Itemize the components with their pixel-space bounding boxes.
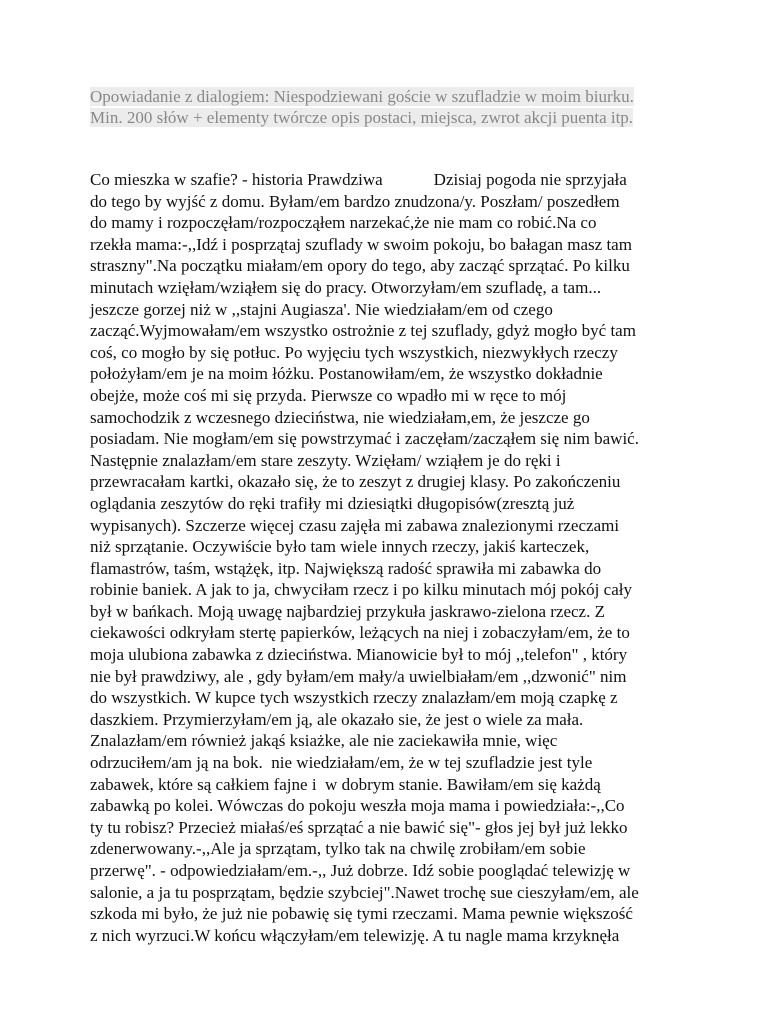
story-line: robinie baniek. A jak to ja, chwyciłam rzecz i po kilku minutach mój pokój cały — [90, 580, 632, 600]
story-line: ty tu robisz? Przecież miałaś/eś sprzątać a nie bawić się"- głos jej był już lekko — [90, 817, 628, 837]
story-line: straszny".Na początku miałam/em opory do tego, aby zacząć sprzątać. Po kilku — [90, 256, 630, 276]
story-line: do tego by wyjść z domu. Byłam/em bardzo znudzona/y. Poszłam/ poszedłem — [90, 191, 620, 211]
story-line: rzekła mama:-,,Idź i posprzątaj szuflady w swoim pokoju, bo bałagan masz tam — [90, 234, 632, 254]
story-body — [90, 169, 690, 946]
assignment-prompt — [90, 86, 690, 128]
story-line: samochodzik z wczesnego dzieciństwa, nie wiedziałam,em, że jeszcze go — [90, 407, 590, 427]
story-line: był w bańkach. Moją uwagę najbardziej przykuła jaskrawo-zielona rzecz. Z — [90, 601, 605, 621]
story-line: salonie, a ja tu posprzątam, będzie szybciej".Nawet trochę sue cieszyłam/em, ale — [90, 882, 639, 902]
story-line: wypisanych). Szczerze więcej czasu zajęła mi zabawa znalezionymi rzeczami — [90, 515, 620, 535]
story-line: Następnie znalazłam/em stare zeszyty. Wzięłam/ wziąłem je do ręki i — [90, 450, 561, 470]
story-line: niż sprzątanie. Oczywiście było tam wiele innych rzeczy, jakiś karteczek, — [90, 537, 590, 557]
story-line: nie był prawdziwy, ale , gdy byłam/em mały/a uwielbiałam/em ,,dzwonić" nim — [90, 666, 627, 686]
story-line: odrzuciłem/am ją na bok. nie wiedziałam/em, że w tej szufladzie jest tyle — [90, 753, 593, 773]
story-line: moja ulubiona zabawka z dzieciństwa. Mianowicie był to mój ,,telefon" , który — [90, 645, 628, 665]
story-line: zdenerwowany.-,,Ale ja sprzątam, tylko tak na chwilę zrobiłam/em sobie — [90, 839, 586, 859]
story-line: obejże, może coś mi się przyda. Pierwsze co wpadło mi w ręce to mój — [90, 385, 567, 405]
story-line: Co mieszka w szafie? - historia Prawdziwa Dzisiaj pogoda nie sprzyjała — [90, 170, 627, 189]
story-line: do mamy i rozpoczęłam/rozpocząłem narzekać,że nie mam co robić.Na co — [90, 213, 597, 233]
story-line: oglądania zeszytów do ręki trafiły mi dziesiątki długopisów(zresztą już — [90, 493, 575, 513]
story-line: przewracałam kartki, okazało się, że to zeszyt z drugiej klasy. Po zakończeniu — [90, 472, 621, 492]
story-line: szkoda mi było, że już nie pobawię się tymi rzeczami. Mama pewnie większość — [90, 904, 633, 924]
prompt-line-1: Opowiadanie z dialogiem: Niespodziewani goście w szufladzie w moim biurku. — [90, 87, 634, 106]
story-line: zabawką po kolei. Wówczas do pokoju weszła moja mama i powiedziała:-,,Co — [90, 796, 625, 816]
prompt-line-2: Min. 200 słów + elementy twórcze opis postaci, miejsca, zwrot akcji puenta itp. — [90, 108, 634, 127]
story-line: z nich wyrzuci.W końcu włączyłam/em telewizję. A tu nagle mama krzyknęła — [90, 925, 620, 945]
story-line: zacząć.Wyjmowałam/em wszystko ostrożnie z tej szuflady, gdyż mogło być tam — [90, 321, 636, 341]
story-line: zabawek, które są całkiem fajne i w dobrym stanie. Bawiłam/em się każdą — [90, 774, 601, 794]
story-line: Znalazłam/em również jakąś ksiażke, ale nie zaciekawiła mnie, więc — [90, 731, 558, 751]
story-line: daszkiem. Przymierzyłam/em ją, ale okazało sie, że jest o wiele za mała. — [90, 709, 584, 729]
story-line: położyłam/em je na moim łóżku. Postanowiłam/em, że wszystko dokładnie — [90, 364, 603, 384]
story-line: przerwę". - odpowiedziałam/em.-,, Już dobrze. Idź sobie pooglądać telewizję w — [90, 861, 631, 880]
story-line: posiadam. Nie mogłam/em się powstrzymać i zaczęłam/zacząłem się nim bawić. — [90, 429, 639, 449]
story-line: flamastrów, taśm, wstążęk, itp. Największą radość sprawiła mi zabawka do — [90, 558, 602, 578]
story-line: coś, co mogło by się potłuc. Po wyjęciu tych wszystkich, niezwykłych rzeczy — [90, 342, 618, 362]
story-line: do wszystkich. W kupce tych wszystkich rzeczy znalazłam/em moją czapkę z — [90, 688, 618, 708]
story-line: minutach wzięłam/wziąłem się do pracy. Otworzyłam/em szufladę, a tam... — [90, 277, 602, 297]
story-line: jeszcze gorzej niż w ,,stajni Augiasza'. Nie wiedziałam/em od czego — [90, 299, 553, 319]
story-line: ciekawości odkryłam stertę papierków, leżących na niej i zobaczyłam/em, że to — [90, 623, 630, 643]
